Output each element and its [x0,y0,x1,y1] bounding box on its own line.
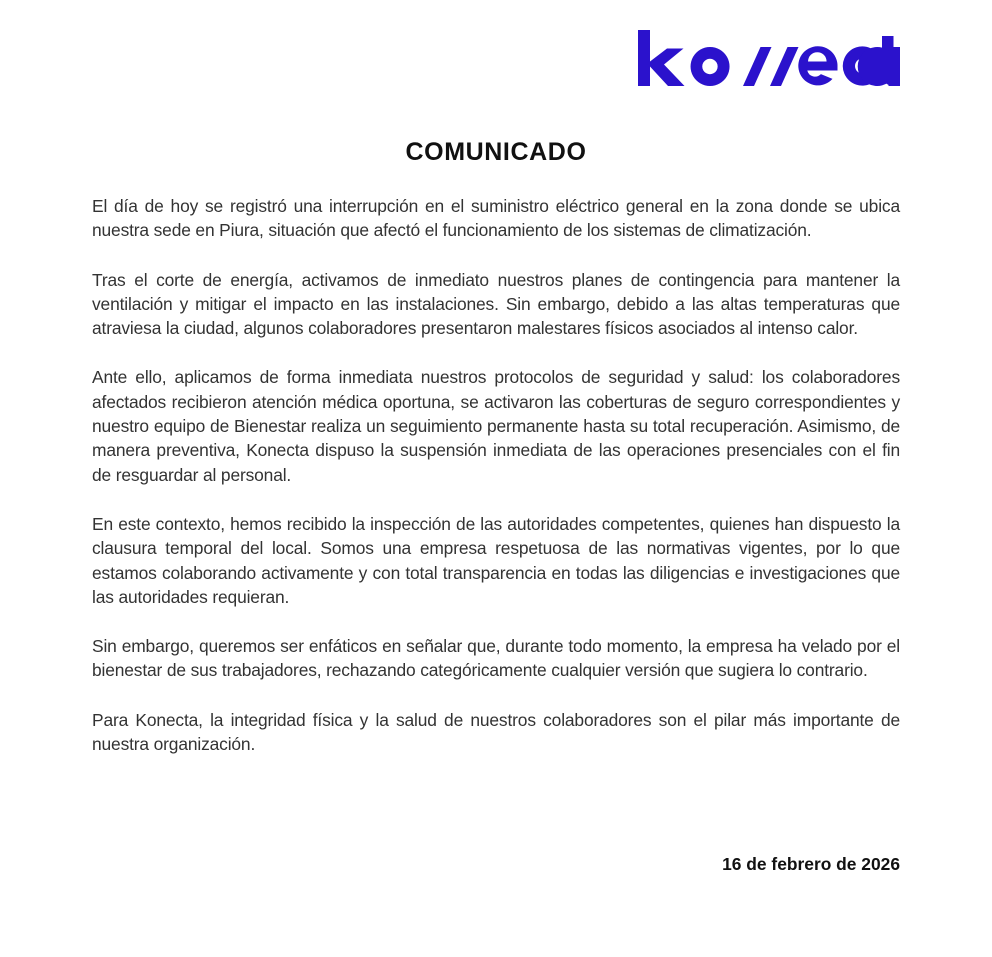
paragraph: Tras el corte de energía, activamos de inmediato nuestros planes de contingencia para mantener la ventilación y mitigar el impacto en las instalaciones. Sin embargo, debido a las altas temperaturas que atraviesa la ciudad, algunos colaboradores presentaron malestares físicos asociados al intenso calor. [92,269,900,339]
document-body [92,194,900,756]
paragraph: En este contexto, hemos recibido la inspección de las autoridades competentes, quienes han dispuesto la clausura temporal del local. Somos una empresa respetuosa de las normativas vigentes, por lo que estamos colaborando activamente y con total transparencia en todas las diligencias e investigaciones que las autoridades requieran. [92,513,900,607]
konecta-logo [638,30,900,86]
document-header [0,0,992,118]
page-title: COMUNICADO [405,138,587,166]
paragraph: Para Konecta, la integridad física y la salud de nuestros colaboradores son el pilar más importante de nuestra organización. [92,709,900,755]
paragraph: Ante ello, aplicamos de forma inmediata nuestros protocolos de seguridad y salud: los colaboradores afectados recibieron atención médica oportuna, se activaron las coberturas de seguro correspondientes y nuestro equipo de Bienestar realiza un seguimiento permanente hasta su total recuperación. Asimismo, de manera preventiva, Konecta dispuso la suspensión inmediata de las operaciones presenciales con el fin de resguardar al personal. [92,367,900,485]
paragraph: Sin embargo, queremos ser enfáticos en señalar que, durante todo momento, la empresa ha velado por el bienestar de sus trabajadores, rechazando categóricamente cualquier versión que sugiera lo contrario. [92,636,900,681]
document-date: 16 de febrero de 2026 [722,854,900,874]
paragraph: El día de hoy se registró una interrupción en el suministro eléctrico general en la zona donde se ubica nuestra sede en Piura, situación que afectó el funcionamiento de los sistemas de climatización. [92,196,900,241]
